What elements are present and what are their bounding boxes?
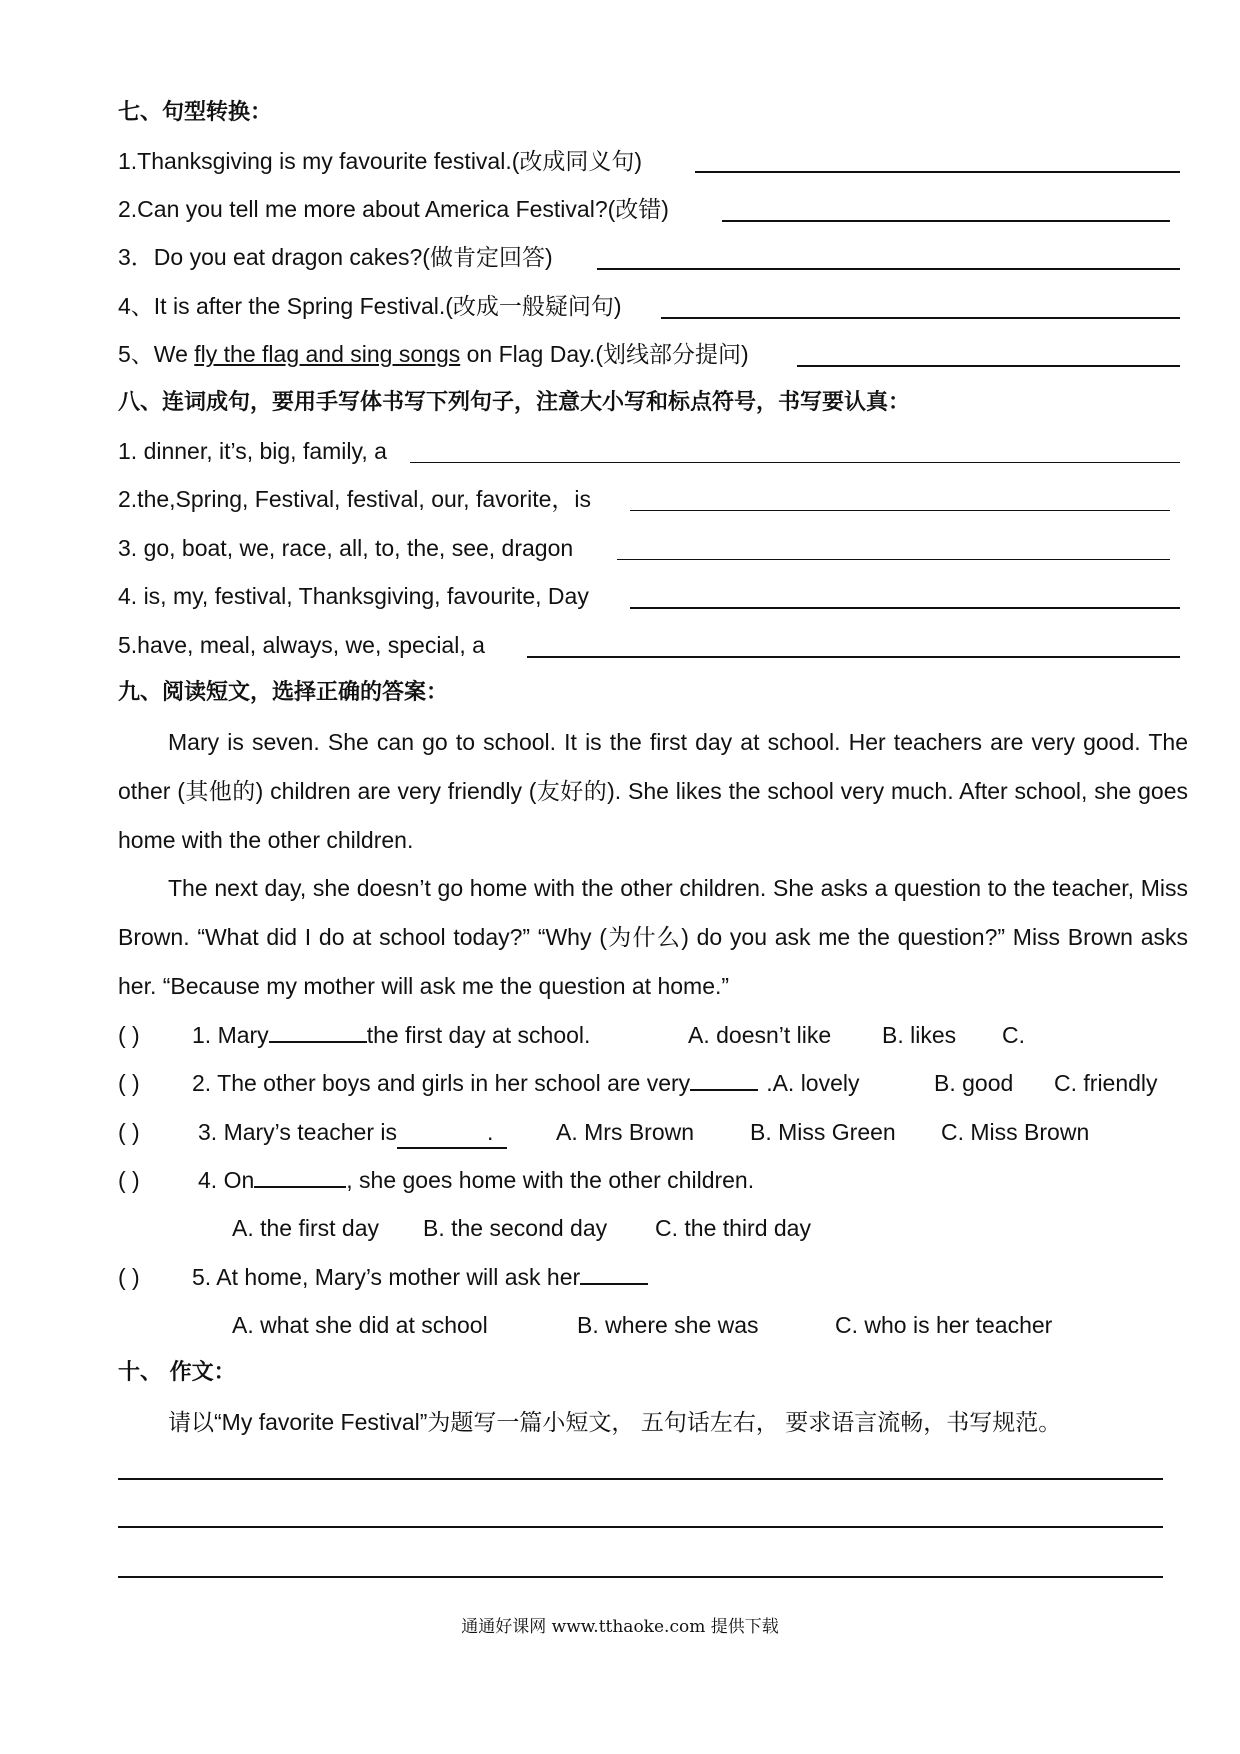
question-text: 5. At home, Mary’s mother will ask her	[192, 1264, 581, 1290]
answer-blank[interactable]	[527, 656, 1180, 658]
question-text: 2. The other boys and girls in her school are very	[192, 1070, 691, 1096]
option-a[interactable]: A. doesn’t like	[688, 1022, 832, 1048]
answer-blank[interactable]	[597, 268, 1180, 270]
option-c[interactable]: C. the third day	[655, 1215, 811, 1241]
option-b[interactable]: B. good	[934, 1070, 1014, 1096]
answer-paren[interactable]: ( )	[118, 1264, 140, 1290]
answer-blank[interactable]	[797, 365, 1180, 367]
option-c[interactable]: C. who is her teacher	[835, 1312, 1053, 1338]
question-blank	[269, 1021, 367, 1043]
footer-credit: 通通好课网 www.tthaoke.com 提供下载	[461, 1617, 779, 1637]
section8-item-4: 4. is, my, festival, Thanksgiving, favourite, Day	[118, 583, 589, 609]
question-blank	[254, 1166, 346, 1188]
option-a[interactable]: A. what she did at school	[232, 1312, 488, 1338]
question-blank	[397, 1117, 507, 1149]
question-blank	[690, 1069, 758, 1091]
answer-blank[interactable]	[661, 317, 1180, 319]
section8-title: 八、连词成句，要用手写体书写下列句子，注意大小写和标点符号，书写要认真：	[118, 390, 911, 415]
section8-item-2: 2.the,Spring, Festival, festival, our, favorite，is	[118, 486, 591, 512]
section7-title: 七、句型转换：	[118, 100, 273, 125]
option-a[interactable]: A. the first day	[232, 1215, 380, 1241]
section8-item-1: 1. dinner, it’s, big, family, a	[118, 438, 387, 464]
answer-blank[interactable]	[617, 559, 1170, 560]
option-c[interactable]: C. friendly	[1054, 1070, 1158, 1096]
question-text-end: .	[486, 1119, 494, 1145]
composition-line[interactable]	[118, 1576, 1163, 1578]
question-text: 4. On	[198, 1167, 255, 1193]
section7-item-3: 3．Do you eat dragon cakes?(做肯定回答)	[118, 244, 553, 270]
question-text-end: , she goes home with the other children.	[346, 1167, 755, 1193]
section7-item-1: 1.Thanksgiving is my favourite festival.(改成同义句)	[118, 148, 643, 174]
item5-prefix: 5、We	[118, 341, 195, 367]
option-c[interactable]: C. Miss Brown	[941, 1119, 1090, 1145]
answer-blank[interactable]	[722, 220, 1170, 222]
section9-title: 九、阅读短文，选择正确的答案：	[118, 680, 449, 705]
answer-blank[interactable]	[410, 462, 1180, 463]
option-b[interactable]: B. Miss Green	[750, 1119, 896, 1145]
answer-paren[interactable]: ( )	[118, 1167, 140, 1193]
answer-paren[interactable]: ( )	[118, 1070, 140, 1096]
section8-item-3: 3. go, boat, we, race, all, to, the, see, dragon	[118, 535, 574, 561]
item5-underlined-phrase: fly the flag and sing songs	[194, 341, 461, 367]
option-a[interactable]: A. Mrs Brown	[556, 1119, 695, 1145]
section7-item-5	[118, 339, 749, 369]
option-c[interactable]: C.	[1002, 1022, 1025, 1048]
question-3	[198, 1117, 507, 1149]
question-5	[192, 1262, 648, 1292]
question-text-end: the first day at school.	[366, 1022, 591, 1048]
question-text-end: .A. lovely	[766, 1070, 860, 1096]
section7-item-2: 2.Can you tell me more about America Festival?(改错)	[118, 196, 669, 222]
answer-paren[interactable]: ( )	[118, 1119, 140, 1145]
option-b[interactable]: B. where she was	[577, 1312, 759, 1338]
option-b[interactable]: B. the second day	[423, 1215, 608, 1241]
composition-line[interactable]	[118, 1526, 1163, 1528]
answer-paren[interactable]: ( )	[118, 1022, 140, 1048]
answer-blank[interactable]	[630, 510, 1170, 511]
option-b[interactable]: B. likes	[882, 1022, 957, 1048]
question-text: 3. Mary’s teacher is	[198, 1119, 397, 1145]
section7-item-4: 4、It is after the Spring Festival.(改成一般疑问句)	[118, 293, 622, 319]
question-1	[192, 1020, 590, 1050]
answer-blank[interactable]	[695, 171, 1180, 173]
question-2	[192, 1068, 860, 1098]
question-4	[198, 1165, 754, 1195]
answer-blank[interactable]	[630, 607, 1180, 609]
composition-prompt: 请以“My favorite Festival”为题写一篇小短文， 五句话左右， 要求语言流畅，书写规范。	[168, 1409, 1062, 1435]
reading-paragraph-1: Mary is seven. She can go to school. It is the first day at school. Her teachers are very good. The other (其他的) children are very friendly (友好的). She likes the school very much. After school, she goes home with the other children.	[118, 729, 1188, 853]
question-blank	[580, 1263, 648, 1285]
composition-line[interactable]	[118, 1478, 1163, 1480]
item5-suffix: on Flag Day.(划线部分提问)	[460, 341, 749, 367]
question-text: 1. Mary	[192, 1022, 269, 1048]
reading-paragraph-2: The next day, she doesn’t go home with the other children. She asks a question to the teacher, Miss Brown. “What did I do at school today?” “Why (为什么) do you ask me the question?” Miss Brown asks her. “Because my mother will ask me the question at home.”	[118, 875, 1188, 999]
section8-item-5: 5.have, meal, always, we, special, a	[118, 632, 485, 658]
section10-title: 十、 作文：	[118, 1360, 236, 1385]
